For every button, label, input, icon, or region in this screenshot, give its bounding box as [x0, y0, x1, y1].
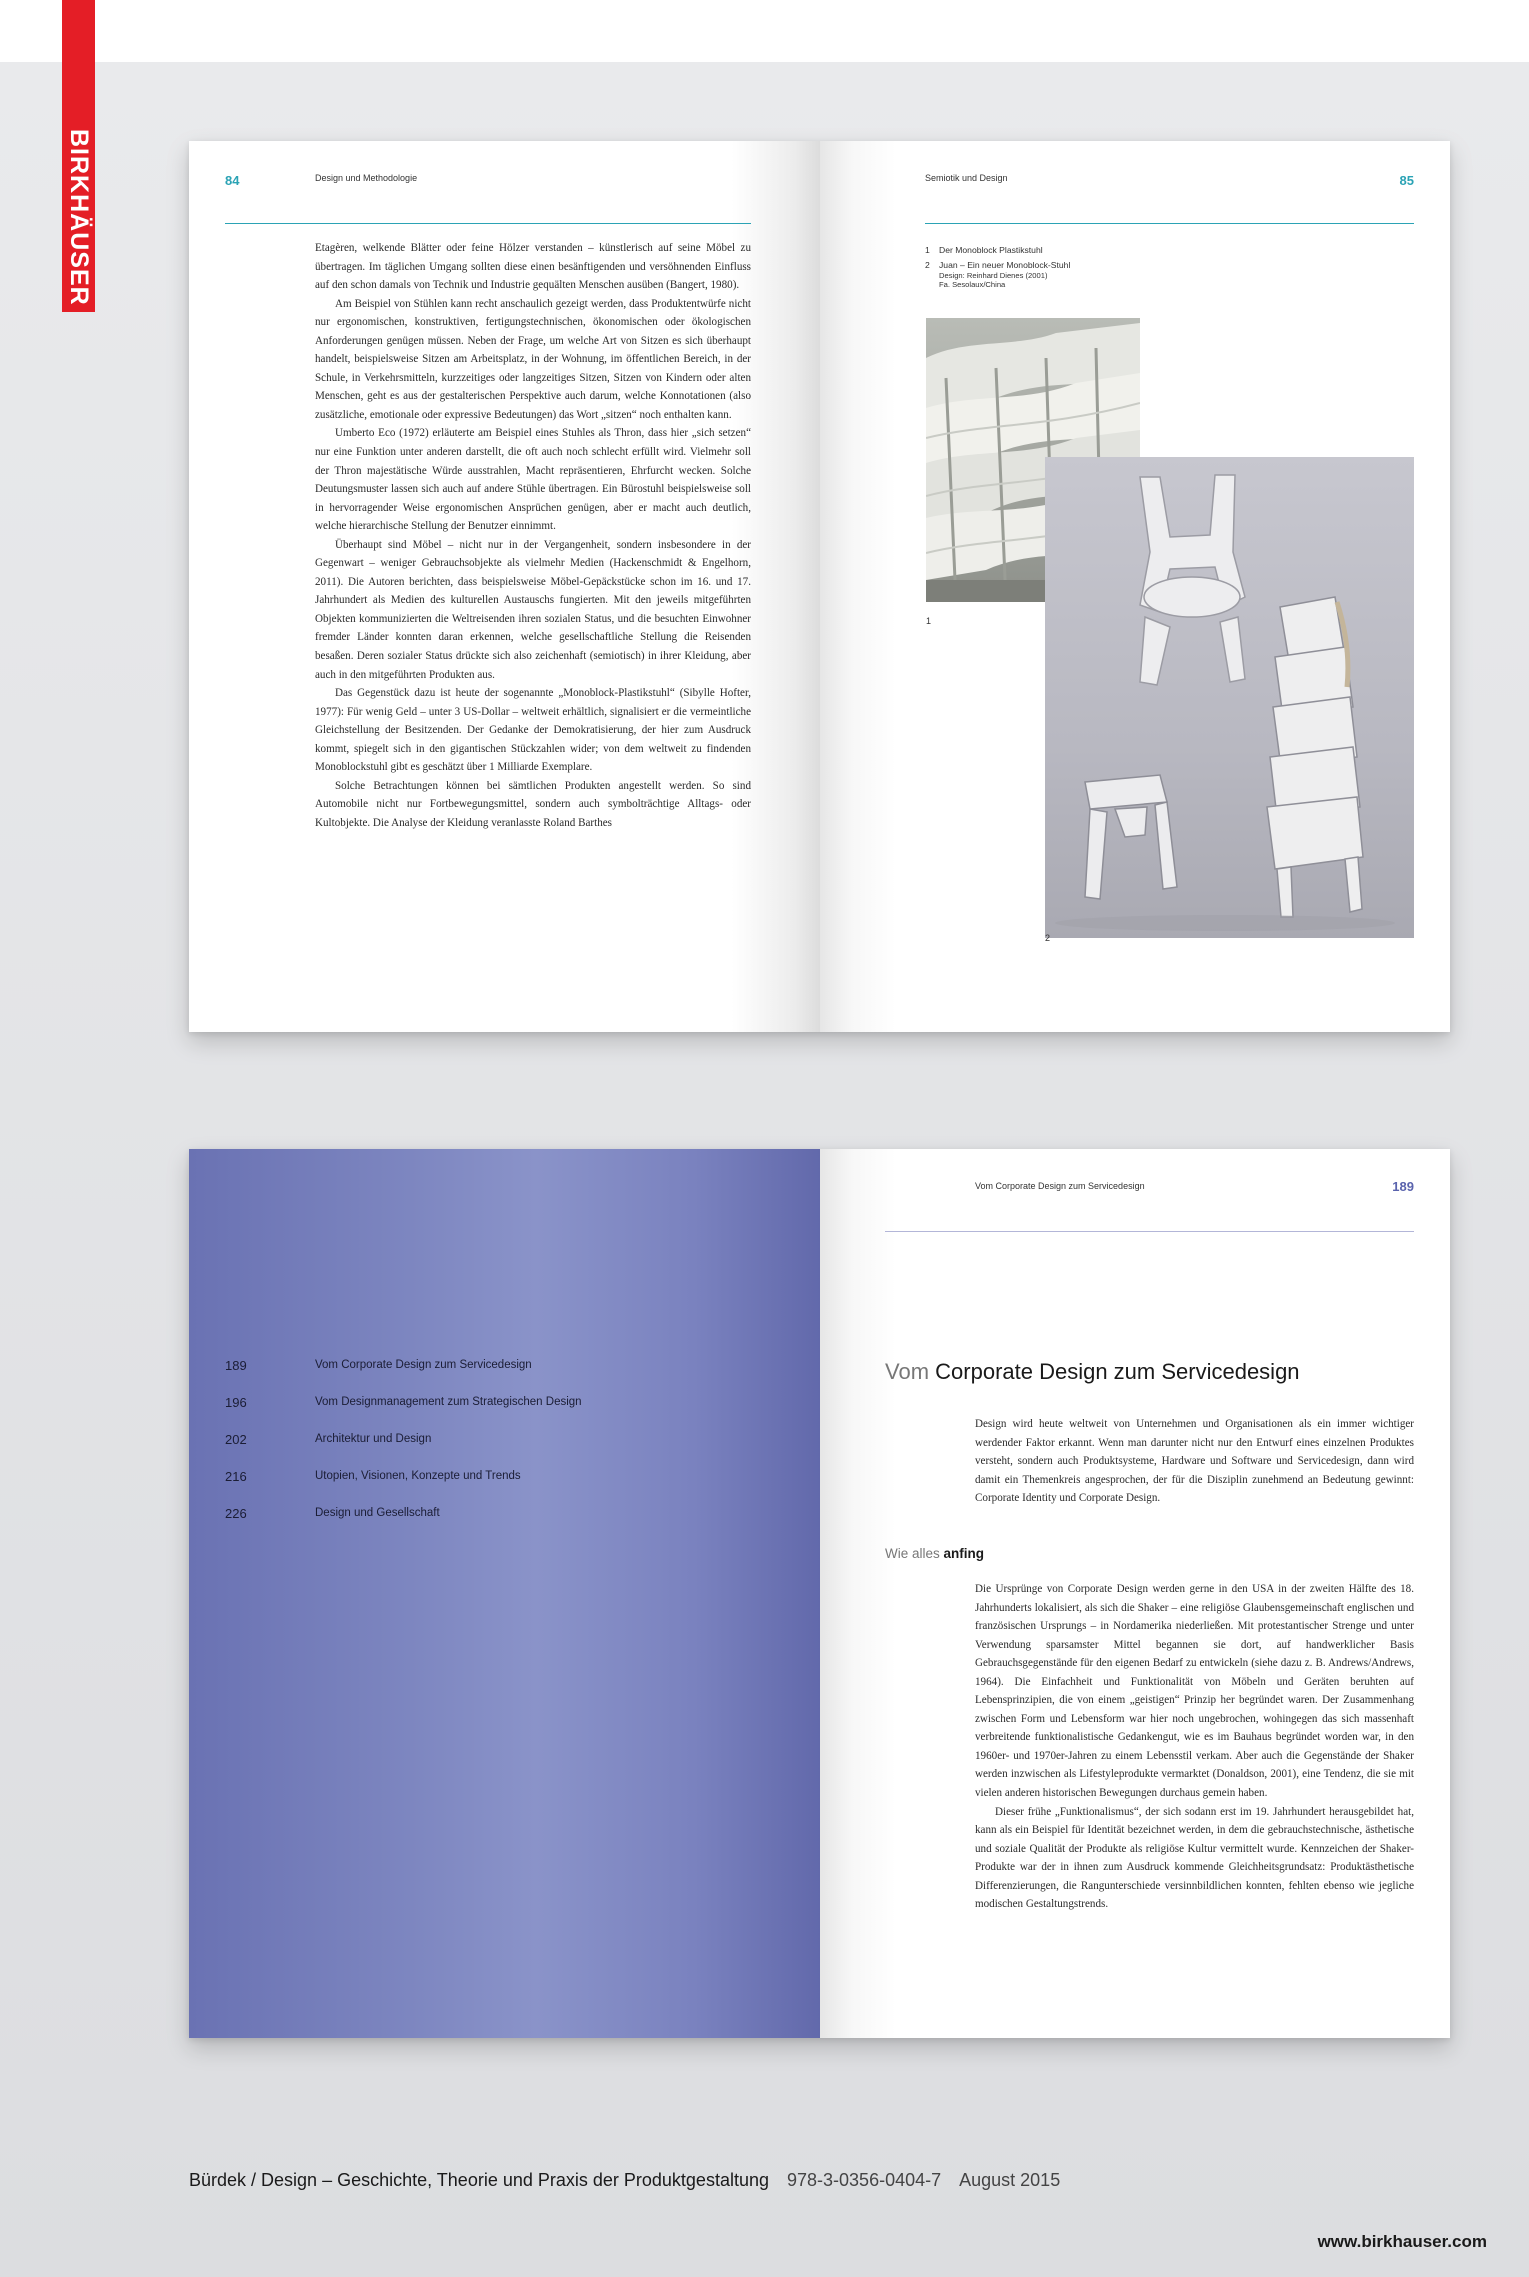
table-of-contents — [225, 1358, 785, 1543]
page-189 — [820, 1149, 1450, 2038]
chapter-opener-page — [189, 1149, 820, 2038]
toc-title: Design und Gesellschaft — [315, 1507, 440, 1519]
figure-label: 1 — [926, 616, 932, 626]
header-rule — [225, 223, 751, 224]
toc-entry — [225, 1358, 785, 1395]
page-number: 84 — [225, 173, 240, 188]
caption — [925, 245, 1225, 256]
brand-logo — [62, 0, 95, 312]
brand-name: BIRKHÄUSER — [65, 129, 93, 306]
toc-page-number: 196 — [225, 1395, 247, 1410]
toc-title: Architektur und Design — [315, 1433, 432, 1445]
caption-credit: Fa. Sesolaux/China — [939, 280, 1006, 289]
figure-label: 2 — [1045, 933, 1051, 943]
running-head: Vom Corporate Design zum Servicedesign — [975, 1181, 1145, 1191]
paragraph: Überhaupt sind Möbel – nicht nur in der Vergangenheit, sondern insbesondere in der Gegenwart – weniger Gebrauchsobjekte als vielmehr Medien (Hackenschmidt & Engelhorn, 2011). Die Autoren berichten, dass beispielsweise Möbel-Gepäckstücke schon im 16. und 17. Jahrhundert als Medien des kulturellen Austauschs fungierten. Mit den jeweils mitgeführten Objekten kommunizierten die Weltreisenden ihren sozialen Status, und die besuchten Einwohner fremder Länder konnten daran erkennen, welche gesellschaftliche Stellung die Reisenden besaßen. Deren sozialer Status drückte sich also zeichenhaft (semiotisch) in ihrer Kleidung, aber auch in den mitgeführten Produkten aus. — [315, 538, 751, 681]
chapter-title — [885, 1359, 1300, 1385]
running-head: Design und Methodologie — [315, 173, 418, 183]
header-rule — [885, 1231, 1414, 1232]
caption — [925, 260, 1225, 289]
page-85 — [820, 141, 1450, 1032]
page-number: 189 — [1392, 1179, 1414, 1194]
paragraph: Das Gegenstück dazu ist heute der sogenannte „Monoblock-Plastikstuhl“ (Sibylle Hofter, 1977): Für wenig Geld – unter 3 US-Dollar – weltweit erhältlich, signalisiert er die vermeintliche Gleichstellung der Besitzenden. Der Gedanke der Demokratisierung, der hier zum Ausdruck kommt, spiegelt sich in den gigantischen Stückzahlen wider; von dem weltweit zu findenden Monoblockstuhl gibt es geschätzt über 1 Milliarde Exemplare. — [315, 687, 751, 774]
book-spread-2 — [189, 1149, 1450, 2038]
book-date: August 2015 — [959, 2170, 1061, 2190]
figure-captions — [925, 245, 1225, 293]
section-heading — [885, 1546, 984, 1561]
caption-credit: Design: Reinhard Dienes (2001) — [939, 271, 1048, 280]
toc-page-number: 216 — [225, 1469, 247, 1484]
toc-entry — [225, 1395, 785, 1432]
section-heading-rest: anfing — [939, 1546, 985, 1561]
book-title: Bürdek / Design – Geschichte, Theorie und Praxis der Produktgestaltung — [189, 2170, 769, 2190]
caption-number: 1 — [925, 245, 930, 255]
paragraph: Dieser frühe „Funktionalismus“, der sich sodann erst im 19. Jahrhundert herausgebildet hat, kann als ein Beispiel für Identität bezeichnet werden, in dem die gebrauchstechnische, ästhetische und soziale Qualität der Produkte als religiöse Kultur vermittelt wurde. Kennzeichen der Shaker-Produkte war der in ihnen zum Ausdruck kommende Gleichheitsgrundsatz: Produktästhetische Differenzierungen, die Rangunterschiede versinnbildlichen konnten, fehlten ebenso wie jegliche modischen Gestaltungstrends. — [975, 1805, 1414, 1911]
juan-stool-photo — [1045, 457, 1414, 938]
header-rule — [925, 223, 1414, 224]
paragraph: Etagèren, welkende Blätter oder feine Hölzer verstanden – künstlerisch auf seine Möbel zu übertragen. Im täglichen Umgang sollten diese einen besänftigenden und versöhnenden Einfluss auf den schon damals von Technik und Industrie gequälten Menschen ausüben (Bangert, 1980). — [315, 242, 751, 292]
toc-entry — [225, 1506, 785, 1543]
toc-page-number: 226 — [225, 1506, 247, 1521]
toc-page-number: 202 — [225, 1432, 247, 1447]
book-spread-1 — [189, 141, 1450, 1032]
chapter-title-rest: Corporate Design zum Servicedesign — [929, 1359, 1300, 1384]
publisher-url[interactable]: www.birkhauser.com — [1317, 2232, 1487, 2251]
paragraph: Die Ursprünge von Corporate Design werden gerne in den USA in der zweiten Hälfte des 18. Jahrhunderts lokalisiert, als sich die Shaker – eine religiöse Glaubensgemeinschaft englischen und französischen Ursprungs – in Nordamerika niederließen. Mit protestantischer Strenge und unter Verwendung sparsamster Mittel begannen sie dort, auf handwerklicher Basis Gebrauchsgegenstände für den eigenen Bedarf zu entwickeln (siehe dazu z. B. Andrews/Andrews, 1964). Die Einfachheit und Funktionalität von Möbeln und Geräten beruhten auf Lebensprinzipien, die von einem „geistigen“ Prinzip her begründet waren. Der Zusammenhang zwischen Form und Lebensform war hier noch ungebrochen, wohingegen das sich massenhaft verbreitende funktionalistische Gedankengut, wie es im Bauhaus begründet worden war, in den 1960er- und 1970er-Jahren zu einem Lebensstil verkam. Aber auch die Gegenstände der Shaker werden inzwischen als Lifestyleprodukte vermarktet (Donaldson, 2001), eine Tendenz, die sie mit vielen anderen historischen Bewegungen durchaus gemein haben. — [975, 1583, 1414, 1800]
toc-entry — [225, 1432, 785, 1469]
book-isbn: 978-3-0356-0404-7 — [787, 2170, 942, 2190]
body-text — [315, 239, 751, 833]
running-head: Semiotik und Design — [925, 173, 1008, 183]
body-text — [975, 1580, 1414, 1914]
caption-text: Juan – Ein neuer Monoblock-Stuhl — [939, 260, 1071, 270]
chapter-title-prefix: Vom — [885, 1359, 930, 1384]
toc-entry — [225, 1469, 785, 1506]
section-heading-prefix: Wie alles — [885, 1546, 940, 1561]
caption-number: 2 — [925, 260, 930, 270]
paragraph: Umberto Eco (1972) erläuterte am Beispiel eines Stuhles als Thron, dass hier „sich setzen“ nur eine Funktion unter anderen darstellt, die oft auch noch schlecht erfüllt wird. Vielmehr soll der Thron majestätische Würde ausstrahlen, Macht repräsentieren, Ehrfurcht wecken. Solche Deutungsmuster lassen sich auch auf andere Stühle übertragen. Ein Bürostuhl beispielsweise soll in hervorragender Weise ergonomischen Ansprüchen genügen, aber er macht auch deutlich, welche hierarchische Stellung der Benutzer einnimmt. — [315, 427, 751, 533]
toc-page-number: 189 — [225, 1358, 247, 1373]
chapter-intro — [975, 1415, 1414, 1508]
intro-paragraph: Design wird heute weltweit von Unternehmen und Organisationen als ein immer wichtiger werdender Faktor erkannt. Wenn man darunter nicht nur den Entwurf eines einzelnen Produktes versteht, sondern auch Produktsysteme, Hardware und Software und Servicedesign, dann wird damit ein Themenkreis angesprochen, der für die Disziplin zunehmend an Bedeutung gewinnt: Corporate Identity und Corporate Design. — [975, 1418, 1414, 1505]
toc-title: Vom Corporate Design zum Servicedesign — [315, 1359, 532, 1371]
book-info — [189, 2170, 1060, 2191]
paragraph: Solche Betrachtungen können bei sämtlichen Produkten angestellt werden. So sind Automobile nicht nur Fortbewegungsmittel, sondern auch symbolträchtige Alltags- oder Kultobjekte. Die Analyse der Kleidung veranlasste Roland Barthes — [315, 779, 751, 829]
caption-text: Der Monoblock Plastikstuhl — [939, 245, 1043, 255]
toc-title: Vom Designmanagement zum Strategischen Design — [315, 1396, 582, 1408]
page-number: 85 — [1399, 173, 1414, 188]
toc-title: Utopien, Visionen, Konzepte und Trends — [315, 1470, 521, 1482]
page-84 — [189, 141, 820, 1032]
paragraph: Am Beispiel von Stühlen kann recht anschaulich gezeigt werden, dass Produktentwürfe nicht nur ergonomischen, konstruktiven, fertigungstechnischen, ökonomischen oder ökologischen Anforderungen genügen müssen. Neben der Frage, um welche Art von Sitzen es sich überhaupt handelt, beispielsweise Sitzen am Arbeitsplatz, in der Wohnung, im öffentlichen Bereich, in der Schule, in Verkehrsmitteln, kurzzeitiges oder langzeitiges Sitzen, Sitzen von Kindern oder alten Menschen, geht es aus der gestalterischen Perspektive auch darum, welche Konnotationen (also zusätzliche, emotionale oder expressive Bedeutungen) das Wort „sitzen“ noch enthalten kann. — [315, 297, 751, 421]
